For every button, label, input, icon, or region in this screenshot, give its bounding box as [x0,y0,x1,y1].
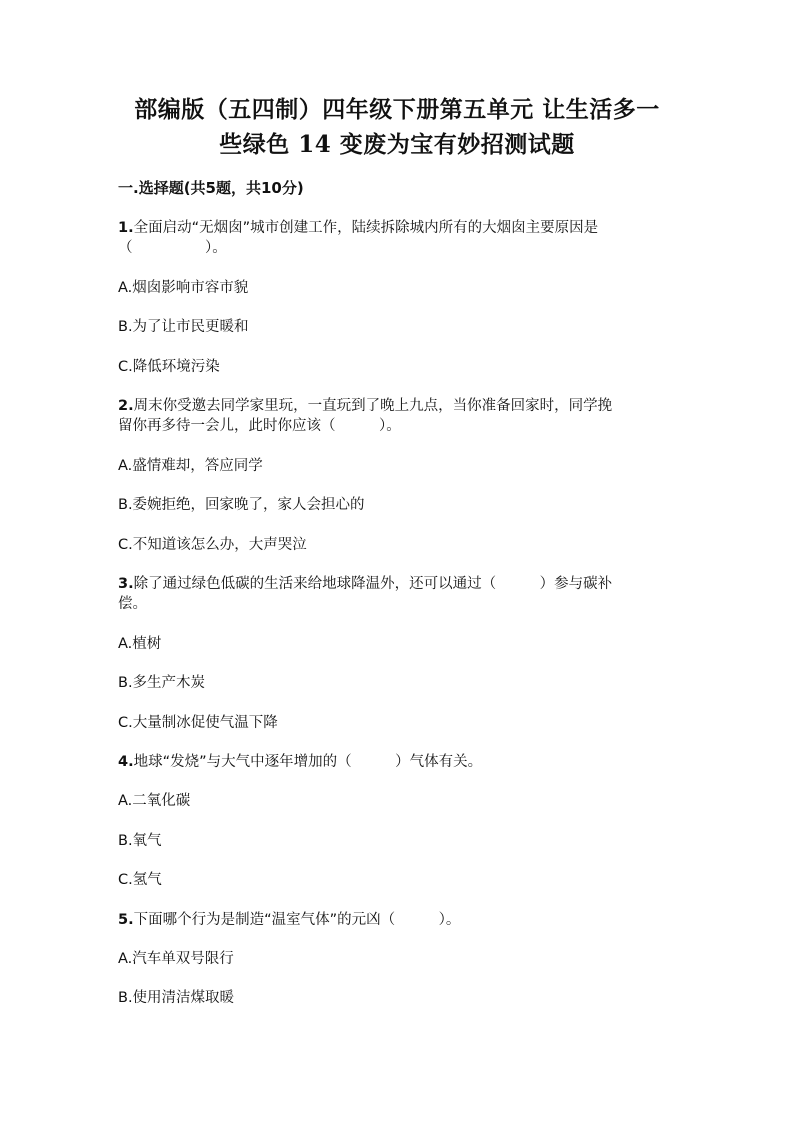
question-3-stem-continued: 偿。 [118,596,147,612]
question-4-stem [118,752,678,772]
question-5-stem [118,910,678,930]
question-text: 全面启动“无烟囱”城市创建工作，陆续拆除城内所有的大烟囱主要原因是 [133,220,599,236]
question-3-option-a: A.植树 [118,636,162,652]
document-title-line-1: 部编版（五四制）四年级下册第五单元 让生活多一 [134,96,660,123]
question-2-option-a: A.盛情难却，答应同学 [118,458,263,474]
question-1-option-a: A.烟囱影响市容市貌 [118,280,249,296]
question-1-option-c: C.降低环境污染 [118,359,220,375]
question-2-option-b: B.委婉拒绝，回家晚了，家人会担心的 [118,497,365,513]
question-text: 地球“发烧”与大气中逐年增加的（ ）气体有关。 [133,754,483,770]
question-2-stem [118,396,678,416]
question-3-option-c: C.大量制冰促使气温下降 [118,715,278,731]
question-text: 下面哪个行为是制造“温室气体”的元凶（ ）。 [133,912,461,928]
question-1-stem-continued: （ ）。 [118,240,227,256]
question-4-option-a: A.二氧化碳 [118,793,191,809]
question-text: 除了通过绿色低碳的生活来给地球降温外，还可以通过（ ）参与碳补 [133,576,613,592]
question-1-stem [118,218,678,238]
question-4-option-c: C.氢气 [118,872,162,888]
question-4-option-b: B.氧气 [118,833,162,849]
question-number: 4. [118,754,134,770]
question-number: 1. [118,220,134,236]
question-number: 5. [118,912,134,928]
question-2-stem-continued: 留你再多待一会儿，此时你应该（ ）。 [118,418,401,434]
document-title-line-2: 些绿色 14 变废为宝有妙招测试题 [219,131,575,158]
question-1-option-b: B.为了让市民更暖和 [118,319,249,335]
question-5-option-b: B.使用清洁煤取暖 [118,990,235,1006]
section-heading: 一.选择题(共5题，共10分) [118,179,304,197]
question-number: 3. [118,576,134,592]
question-3-option-b: B.多生产木炭 [118,675,206,691]
question-text: 周末你受邀去同学家里玩，一直玩到了晚上九点，当你准备回家时，同学挽 [133,398,613,414]
question-3-stem [118,574,678,594]
question-5-option-a: A.汽车单双号限行 [118,951,234,967]
question-2-option-c: C.不知道该怎么办，大声哭泣 [118,537,307,553]
question-number: 2. [118,398,134,414]
